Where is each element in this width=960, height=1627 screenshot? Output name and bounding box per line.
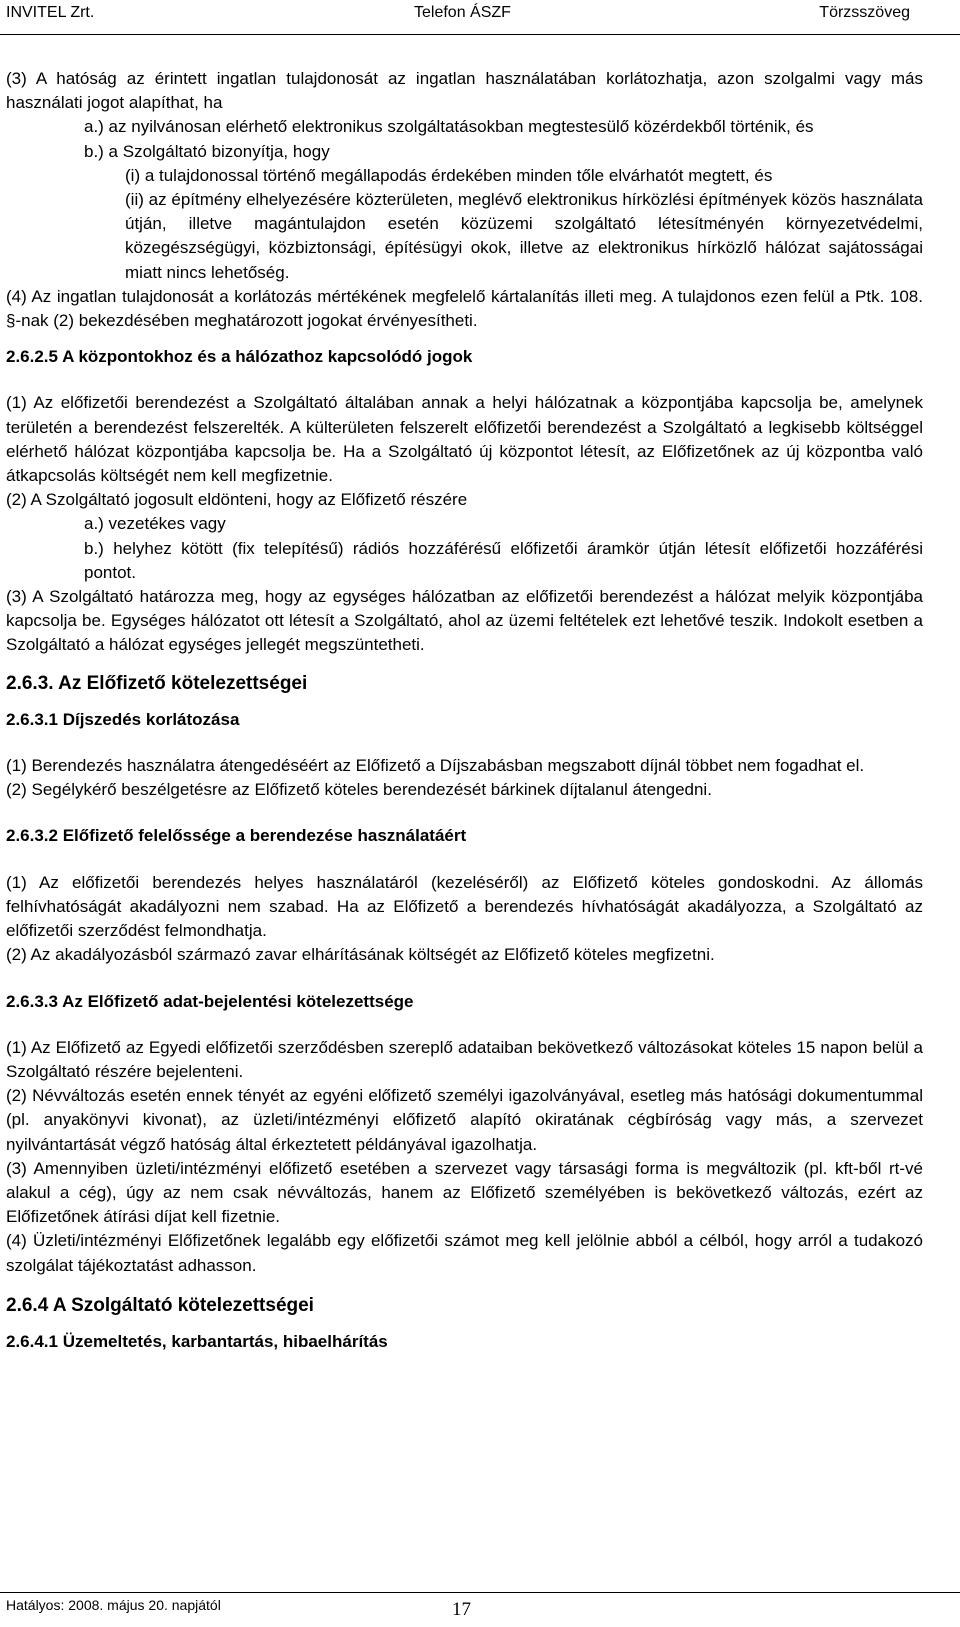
section-heading: 2.6.3.3 Az Előfizető adat-bejelentési kötelezettsége	[6, 991, 414, 1011]
header-title: Telefon ÁSZF	[414, 4, 511, 21]
paragraph: (1) Berendezés használatra átengedéséért az Előfizető a Díjszabásban megszabott díjnál többet nem fogadhat el.	[6, 756, 865, 776]
paragraph: (2) A Szolgáltató jogosult eldönteni, hogy az Előfizető részére	[6, 490, 468, 510]
section-heading: 2.6.3.2 Előfizető felelőssége a berendezése használatáért	[6, 826, 467, 846]
list-item: (ii) az építmény elhelyezésére közterületen, meglévő elektronikus hírközlési építmények közös használata útján, illetve magántulajdon esetén közüzemi szolgáltató létesítményén környezetvédelmi, közegészségügyi, közbiztonsági, építésügyi okok, illetve az elektronikus hírközlő hálózat sajátosságai miatt nincs lehetőség.	[125, 190, 923, 282]
page-footer	[0, 1592, 960, 1627]
header-document-type: Törzsszöveg	[819, 4, 910, 21]
page-number: 17	[452, 1599, 471, 1620]
section-heading: 2.6.4 A Szolgáltató kötelezettségei	[6, 1294, 314, 1316]
paragraph: (4) Az ingatlan tulajdonosát a korlátozás mértékének megfelelő kártalanítás illeti meg. A tulajdonos ezen felül a Ptk. 108. §-nak (2) bekezdésében meghatározott jogokat érvényesítheti.	[6, 286, 923, 331]
effective-date: Hatályos: 2008. május 20. napjától	[6, 1597, 221, 1613]
section-heading: 2.6.3.1 Díjszedés korlátozása	[6, 709, 240, 729]
paragraph: (3) A hatóság az érintett ingatlan tulajdonosát az ingatlan használatában korlátozhatja, azon szolgalmi vagy más használati jogot alapíthat, ha	[6, 69, 923, 113]
section-heading: 2.6.4.1 Üzemeltetés, karbantartás, hibaelhárítás	[6, 1331, 388, 1351]
paragraph: (2) Névváltozás esetén ennek tényét az egyéni előfizető személyi igazolványával, esetleg más hatósági dokumentummal (pl. anyakönyvi kivonat), az üzleti/intézményi előfizető alapító okiratának cégbíróság vagy más, a szervezet nyilvántartását végző hatóság által érkeztetett példányával igazolhatja.	[6, 1086, 923, 1154]
paragraph: (2) Segélykérő beszélgetésre az Előfizető köteles berendezését bárkinek díjtalanul átengedni.	[6, 780, 712, 800]
paragraph: (1) Az előfizetői berendezés helyes használatáról (kezeléséről) az Előfizető köteles gondoskodni. Az állomás felhívhatóságát akadályozni nem szabad. Ha az Előfizető a berendezés hívhatóságát akadályozza, a Szolgáltató az előfizetői szerződést felmondhatja.	[6, 872, 923, 941]
list-item: a.) az nyilvánosan elérhető elektronikus szolgáltatásokban megtestesülő közérdekből történik, és	[84, 117, 814, 137]
list-item: a.) vezetékes vagy	[84, 514, 226, 534]
header-company: INVITEL Zrt.	[6, 4, 95, 21]
section-heading: 2.6.2.5 A központokhoz és a hálózathoz kapcsolódó jogok	[6, 347, 473, 367]
section-heading: 2.6.3. Az Előfizető kötelezettségei	[6, 672, 308, 694]
list-item: b.) helyhez kötött (fix telepítésű) rádiós hozzáférésű előfizetői áramkör útján létesít előfizetői hozzáférési pontot.	[84, 538, 923, 582]
paragraph: (3) A Szolgáltató határozza meg, hogy az egységes hálózatban az előfizetői berendezést a hálózat melyik központjába kapcsolja be. Egységes hálózatot ott létesít a Szolgáltató, ahol az üzemi feltételek ezt lehetővé teszik. Indokolt esetben a Szolgáltató a hálózat egységes jellegét megszüntetheti.	[6, 587, 923, 655]
paragraph: (4) Üzleti/intézményi Előfizetőnek legalább egy előfizetői számot meg kell jelölnie abból a célból, hogy arról a tudakozó szolgálat tájékoztatást adhasson.	[6, 1231, 923, 1275]
paragraph: (1) Az előfizetői berendezést a Szolgáltató általában annak a helyi hálózatnak a központjába kapcsolja be, amelynek területén a berendezést felszerelték. A külterületen felszerelt előfizetői berendezést a Szolgáltató a legkisebb költséggel elérhető hálózat központjába kapcsolja be. Ha a Szolgáltató új központot létesít, az Előfizetőnek az új központba való átkapcsolás költségét nem kell megfizetnie.	[6, 393, 923, 486]
paragraph: (1) Az Előfizető az Egyedi előfizetői szerződésben szereplő adataiban bekövetkező változásokat köteles 15 napon belül a Szolgáltató részére bejelenteni.	[6, 1037, 923, 1081]
list-item: b.) a Szolgáltató bizonyítja, hogy	[84, 141, 330, 161]
paragraph: (3) Amennyiben üzleti/intézményi előfizető esetében a szervezet vagy társasági forma is megváltozik (pl. kft-ből rt-vé alakul a cég), úgy az nem csak névváltozás, hanem az Előfizető személyében is bekövetkező változás, ezért az Előfizetőnek átírási díjat kell fizetnie.	[6, 1158, 923, 1227]
page-header	[0, 0, 960, 35]
document-body	[6, 67, 923, 1354]
list-item: (i) a tulajdonossal történő megállapodás érdekében minden tőle elvárhatót megtett, és	[125, 165, 773, 185]
paragraph: (2) Az akadályozásból származó zavar elhárításának költségét az Előfizető köteles megfizetni.	[6, 945, 715, 965]
